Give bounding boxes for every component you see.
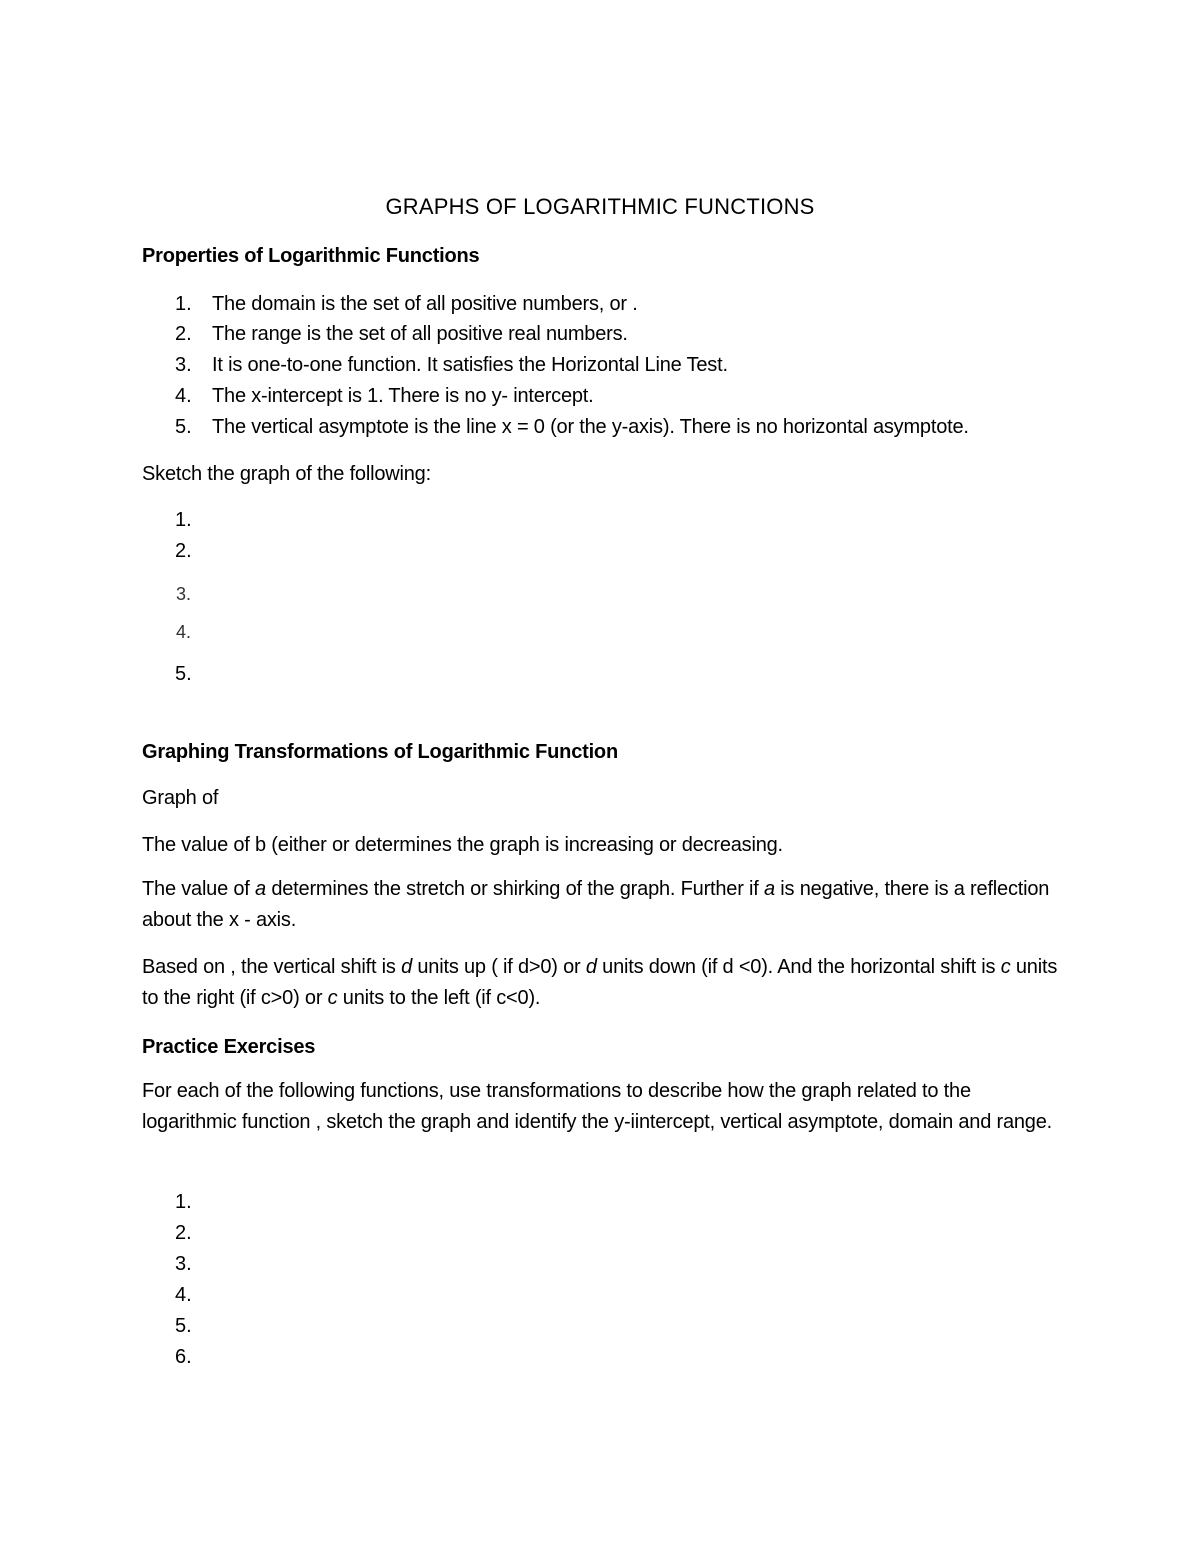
practice-instructions: For each of the following functions, use transformations to describe how the graph related to the logarithmic function , sketch the graph and identify the y-iintercept, vertical asymptote, domain and range.	[142, 1080, 1053, 1133]
property-item-intercept: The x-intercept is 1. There is no y- intercept.	[212, 385, 594, 407]
page-title: GRAPHS OF LOGARITHMIC FUNCTIONS	[385, 194, 815, 219]
practice-item-number: 3.	[175, 1253, 192, 1275]
sketch-item-number: 2.	[175, 540, 192, 562]
based-on-paragraph: Based on , the vertical shift is d units up ( if d>0) or d units down (if d <0). And the horizontal shift is c units to the right (if c>0) or c units to the left (if c<0).	[142, 956, 1058, 1009]
graph-of-label: Graph of	[142, 787, 219, 809]
variable-c: c	[1000, 956, 1011, 978]
variable-a: a	[764, 878, 775, 900]
variable-a: a	[255, 878, 266, 900]
practice-item-number: 1.	[175, 1191, 192, 1213]
practice-item-number: 4.	[175, 1284, 192, 1306]
value-a-paragraph: The value of a determines the stretch or shirking of the graph. Further if a is negative, there is a reflection about the x - axis.	[142, 878, 1050, 931]
value-b-paragraph: The value of b (either or determines the graph is increasing or decreasing.	[142, 834, 783, 856]
sketch-item-number: 4.	[176, 622, 192, 642]
sketch-item-number: 1.	[175, 509, 192, 531]
sketch-item-number: 3.	[176, 584, 192, 604]
property-number: 1.	[175, 293, 192, 315]
property-number: 3.	[175, 354, 192, 376]
property-number: 2.	[175, 323, 192, 345]
variable-c: c	[327, 987, 338, 1009]
property-item-range: The range is the set of all positive real numbers.	[212, 323, 628, 345]
variable-d: d	[401, 956, 413, 978]
sketch-intro: Sketch the graph of the following:	[142, 463, 431, 485]
properties-heading: Properties of Logarithmic Functions	[142, 245, 480, 267]
sketch-item-number: 5.	[175, 663, 192, 685]
variable-d: d	[585, 956, 597, 978]
property-item-asymptote: The vertical asymptote is the line x = 0 (or the y-axis). There is no horizontal asymptote.	[212, 416, 969, 438]
practice-item-number: 2.	[175, 1222, 192, 1244]
practice-item-number: 6.	[175, 1346, 192, 1368]
practice-item-number: 5.	[175, 1315, 192, 1337]
property-item-domain: The domain is the set of all positive numbers, or .	[212, 293, 638, 315]
transformations-heading: Graphing Transformations of Logarithmic Function	[142, 741, 618, 763]
practice-heading: Practice Exercises	[142, 1036, 316, 1058]
property-number: 5.	[175, 416, 192, 438]
property-item-one-to-one: It is one-to-one function. It satisfies the Horizontal Line Test.	[212, 354, 728, 376]
property-number: 4.	[175, 385, 192, 407]
